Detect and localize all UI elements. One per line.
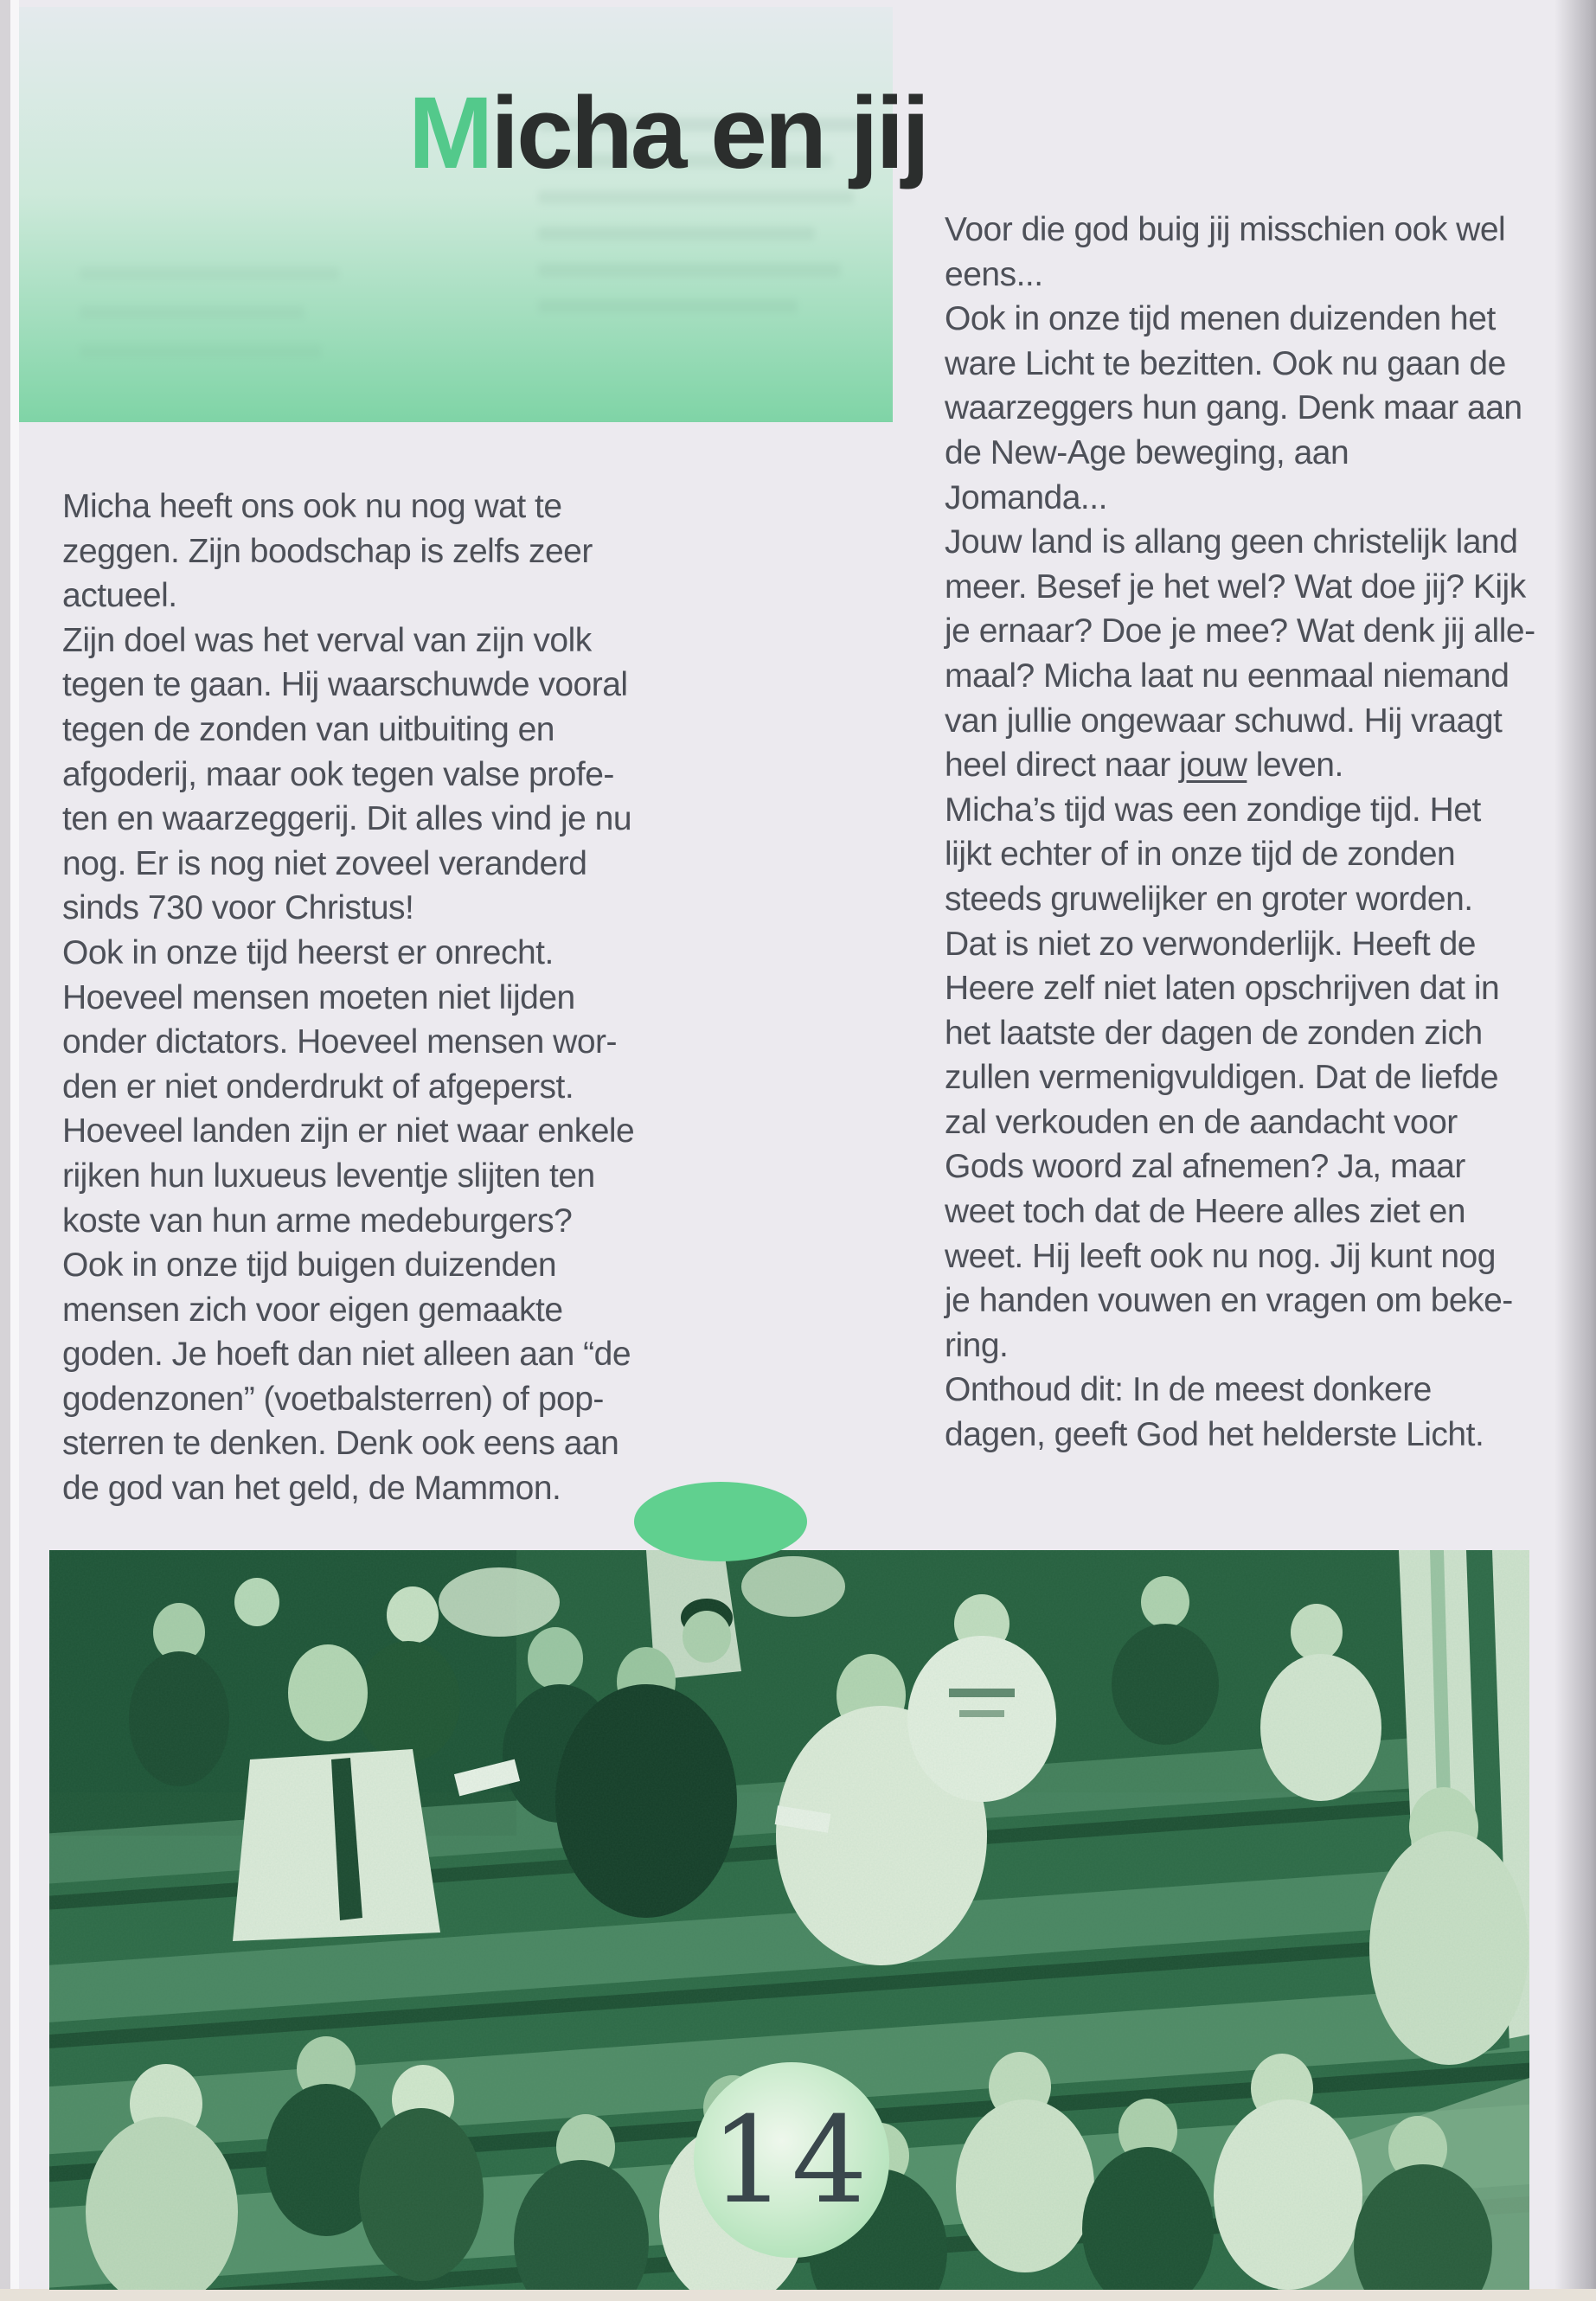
text-line: Hoeveel landen zijn er niet waar enkele [62, 1112, 635, 1150]
text-line: goden. Je hoeft dan niet alleen aan “de [62, 1336, 631, 1374]
text-line: Hoeveel mensen moeten niet lijden [62, 978, 575, 1016]
text-line: ring. [945, 1326, 1009, 1364]
scan-edge-right [1554, 0, 1596, 2301]
text-line: heel direct naar jouw leven. [945, 747, 1343, 785]
text-line: de New-Age beweging, aan [945, 433, 1349, 471]
scan-edge-left [0, 0, 10, 2301]
underlined-word: jouw [1179, 747, 1247, 785]
text-line: dagen, geeft God het helderste Licht. [945, 1416, 1484, 1454]
text-line: je handen vouwen en vragen om beke- [945, 1282, 1513, 1320]
text-line: Zijn doel was het verval van zijn volk [62, 621, 592, 659]
text-line: koste van hun arme medeburgers? [62, 1202, 573, 1240]
article-column-left [62, 484, 635, 1511]
text-line: Jouw land is allang geen christelijk land [945, 523, 1518, 561]
text-line: Jomanda... [945, 478, 1107, 516]
text-line: het laatste der dagen de zonden zich [945, 1014, 1483, 1052]
text-line: mensen zich voor eigen gemaakte [62, 1291, 563, 1329]
text-line: de god van het geld, de Mammon. [62, 1470, 561, 1508]
green-oval-accent [634, 1482, 807, 1561]
text-line: weet. Hij leeft ook nu nog. Jij kunt nog [945, 1237, 1496, 1275]
scan-edge-left-highlight [10, 0, 19, 2301]
text-line: rijken hun luxueus leventje slijten ten [62, 1157, 595, 1195]
text-line: Gods woord zal afnemen? Ja, maar [945, 1148, 1465, 1186]
text-line: Micha’s tijd was een zondige tijd. Het [945, 791, 1481, 829]
text-line: steeds gruwelijker en groter worden. [945, 880, 1473, 918]
text-line: ten en waarzeggerij. Dit alles vind je nu [62, 800, 632, 838]
text-line: weet toch dat de Heere alles ziet en [945, 1193, 1466, 1231]
text-line: Micha heeft ons ook nu nog wat te [62, 488, 562, 525]
text-line: lijkt echter of in onze tijd de zonden [945, 836, 1456, 874]
text-line: zeggen. Zijn boodschap is zelfs zeer [62, 532, 593, 570]
text-line: zullen vermenigvuldigen. Dat de liefde [945, 1059, 1499, 1097]
text-line: den er niet onderdrukt of afgeperst. [62, 1067, 574, 1106]
text-line: sterren te denken. Denk ook eens aan [62, 1425, 619, 1463]
page-title [408, 76, 928, 190]
text-line: ware Licht te bezitten. Ook nu gaan de [945, 344, 1506, 382]
text-line: Dat is niet zo verwonderlijk. Heeft de [945, 925, 1476, 963]
title-rest: icha en jij [490, 76, 928, 190]
text-line: Voor die god buig jij misschien ook wel [945, 211, 1506, 248]
green-gradient-block [19, 7, 893, 422]
text-line: meer. Besef je het wel? Wat doe jij? Kijk [945, 567, 1526, 606]
text-line: tegen te gaan. Hij waarschuwde vooral [62, 666, 628, 704]
text-line: onder dictators. Hoeveel mensen wor- [62, 1023, 617, 1061]
text-line: Ook in onze tijd menen duizenden het [945, 300, 1496, 338]
text-line: sinds 730 voor Christus! [62, 889, 414, 927]
page-number-badge [694, 2062, 889, 2258]
title-initial-letter: M [408, 76, 491, 190]
text-line: van jullie ongewaar schuwd. Hij vraagt [945, 702, 1503, 740]
text-line: Ook in onze tijd buigen duizenden [62, 1247, 557, 1285]
text-line: je ernaar? Doe je mee? Wat denk jij alle- [945, 612, 1535, 651]
text-line: nog. Er is nog niet zoveel veranderd [62, 844, 587, 882]
text-line: waarzeggers hun gang. Denk maar aan [945, 389, 1522, 427]
text-line: tegen de zonden van uitbuiting en [62, 710, 554, 748]
page-number: 14 [710, 2090, 873, 2230]
text-line: afgoderij, maar ook tegen valse profe- [62, 755, 614, 793]
text-line: Ook in onze tijd heerst er onrecht. [62, 933, 554, 971]
scan-edge-bottom [0, 2289, 1596, 2301]
article-column-right [945, 208, 1550, 1458]
text-line: Onthoud dit: In de meest donkere [945, 1371, 1432, 1409]
text-line: zal verkouden en de aandacht voor [945, 1103, 1458, 1141]
text-line: maal? Micha laat nu eenmaal niemand [945, 657, 1509, 695]
text-line: actueel. [62, 577, 177, 615]
text-line: eens... [945, 255, 1043, 293]
text-line: godenzonen” (voetbalsterren) of pop- [62, 1380, 604, 1418]
text-line: Heere zelf niet laten opschrijven dat in [945, 970, 1500, 1008]
